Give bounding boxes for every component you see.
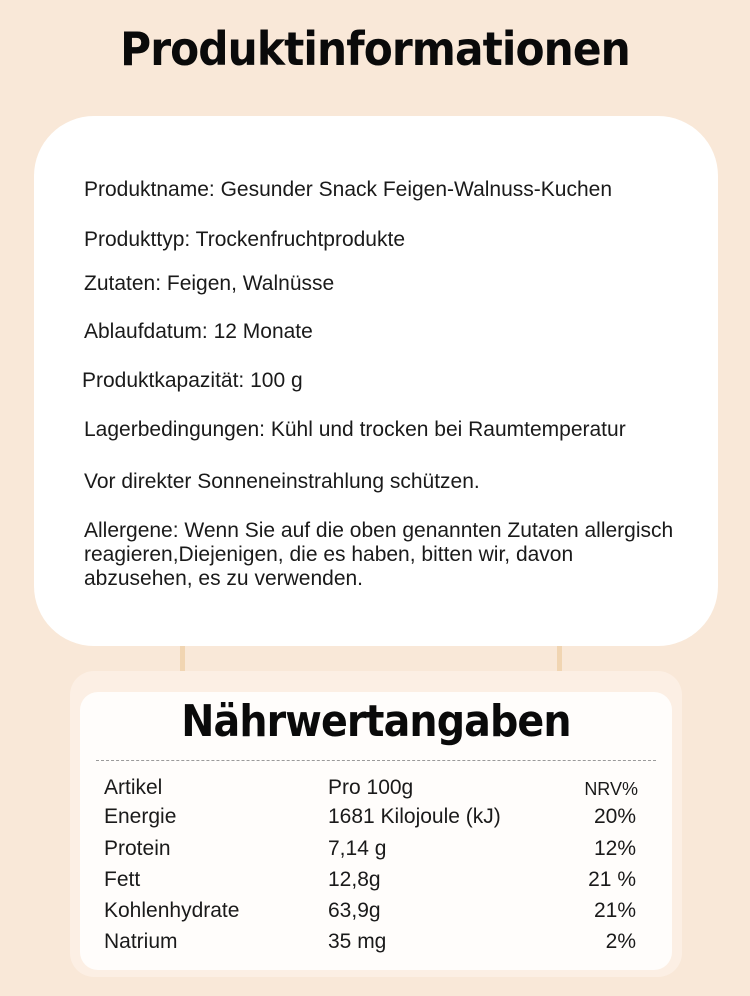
product-info-card [34,116,718,646]
info-capacity: Produktkapazität: 100 g [82,369,303,392]
nutrition-row-fat-nrv: 21 % [588,868,636,891]
nutrition-row-energy-value: 1681 Kilojoule (kJ) [328,805,501,828]
nutrition-row-fat-label: Fett [104,868,141,891]
nutrition-row-carbs-nrv: 21% [593,899,636,922]
nutrition-row-protein-value: 7,14 g [328,837,387,860]
nutrition-header-nrv: NRV% [584,779,638,799]
info-storage: Lagerbedingungen: Kühl und trocken bei Raumtemperatur [84,418,626,441]
info-product-type: Produkttyp: Trockenfruchtprodukte [84,228,405,251]
nutrition-header-per100g: Pro 100g [328,776,414,799]
nutrition-divider [96,760,656,761]
nutrition-header-item: Artikel [104,776,163,799]
nutrition-row-sodium-nrv: 2% [605,930,636,953]
info-product-name: Produktname: Gesunder Snack Feigen-Walnuss-Kuchen [84,178,612,201]
info-ingredients: Zutaten: Feigen, Walnüsse [84,272,335,295]
nutrition-row-energy-label: Energie [104,805,177,828]
nutrition-row-energy-nrv: 20% [593,805,636,828]
nutrition-title: Nährwertangaben [181,696,571,747]
nutrition-row-carbs-label: Kohlenhydrate [104,899,240,922]
info-expiry: Ablaufdatum: 12 Monate [84,320,313,343]
info-allergens: Allergene: Wenn Sie auf die oben genannten Zutaten allergisch reagieren,Diejenigen, die es haben, bitten wir, davon abzusehen, es zu verwenden. [84,519,674,590]
nutrition-row-carbs-value: 63,9g [328,899,381,922]
nutrition-row-fat-value: 12,8g [328,868,381,891]
nutrition-row-sodium-label: Natrium [104,930,178,953]
nutrition-row-sodium-value: 35 mg [328,930,387,953]
info-sun-warning: Vor direkter Sonneneinstrahlung schützen. [84,470,480,493]
nutrition-row-protein-label: Protein [104,837,171,860]
nutrition-row-protein-nrv: 12% [593,837,636,860]
page-title: Produktinformationen [120,22,630,76]
